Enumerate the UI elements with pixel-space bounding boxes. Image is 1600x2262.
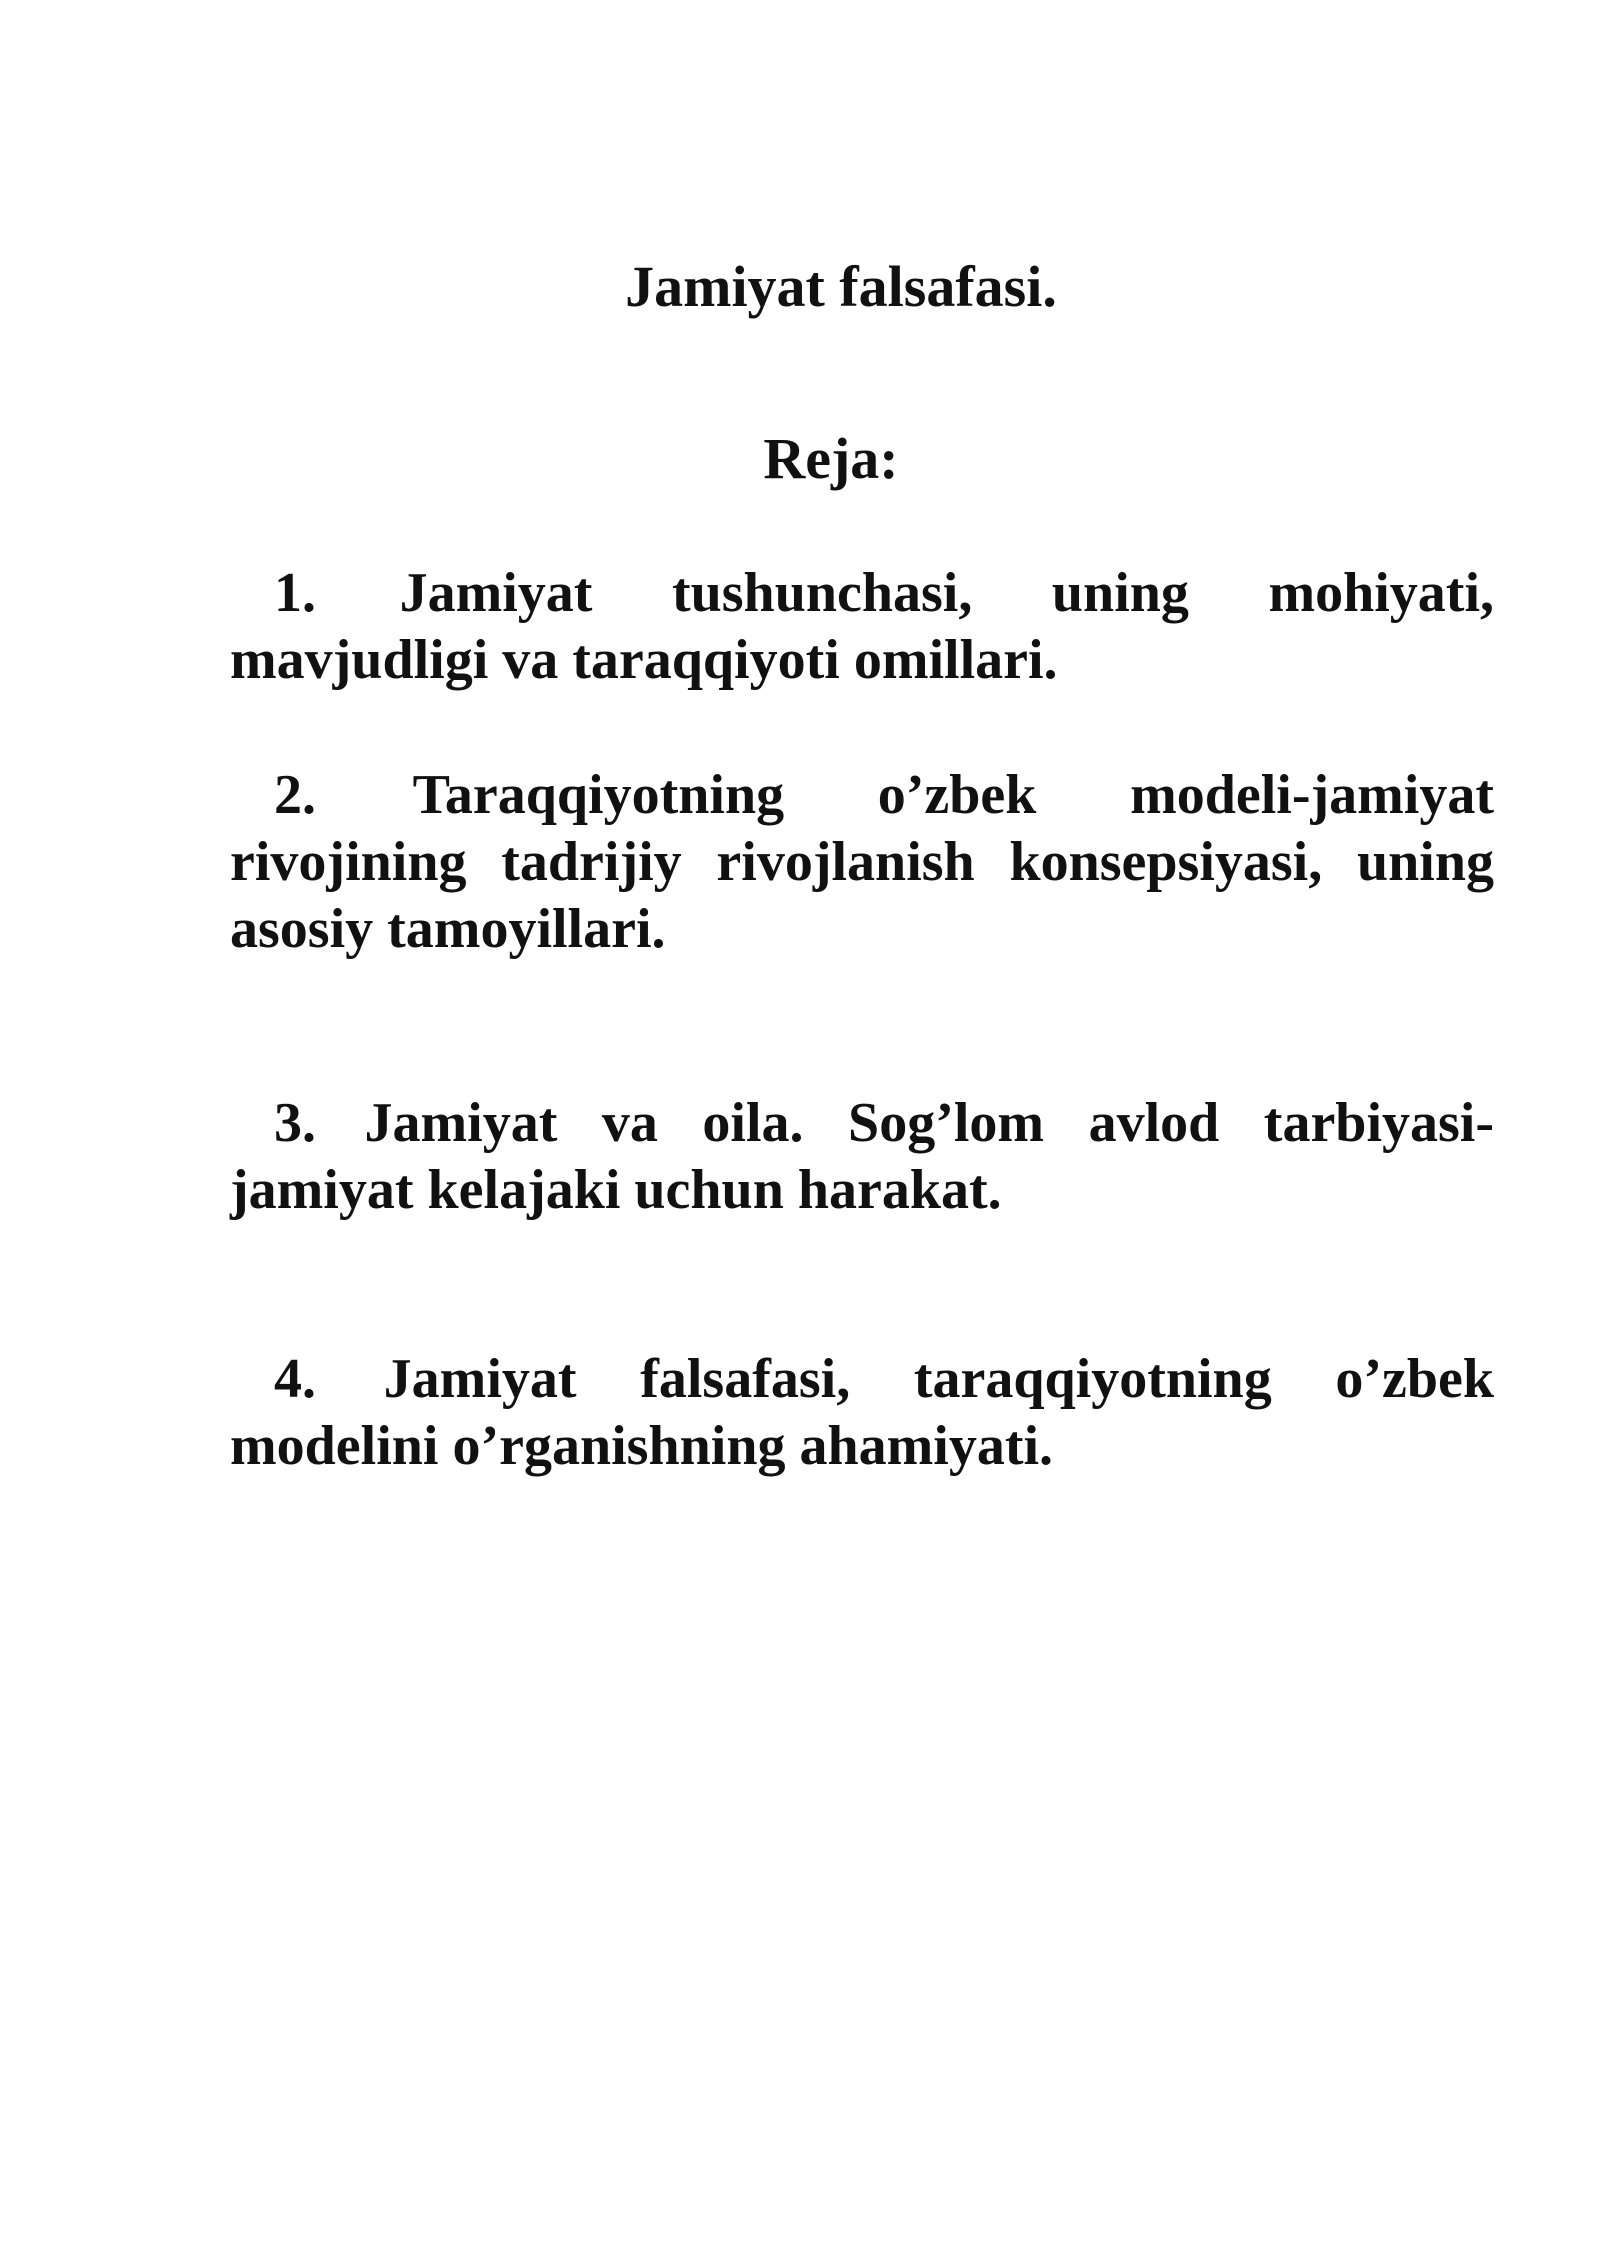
plan-item-number: 2. (274, 764, 316, 826)
plan-item-text: Jamiyat falsafasi, taraqqiyotning o’zbek modelini o’rganishning ahamiyati. (230, 1348, 1495, 1477)
plan-item-text: Jamiyat tushunchasi, uning mohiyati, mavjudligi va taraqqiyoti omillari. (230, 562, 1495, 691)
page-title: Jamiyat falsafasi. (625, 254, 1057, 319)
plan-item-number: 3. (274, 1092, 316, 1154)
plan-heading: Reja: (763, 426, 899, 491)
plan-item-text: Jamiyat va oila. Sog’lom avlod tarbiyasi-jamiyat kelajaki uchun harakat. (230, 1092, 1495, 1221)
plan-item-text: Taraqqiyotning o’zbek modeli-jamiyat rivojining tadrijiy rivojlanish konsepsiyasi, uning asosiy tamoyillari. (230, 764, 1494, 960)
plan-item-2 (230, 762, 1494, 963)
plan-item-number: 4. (274, 1348, 316, 1410)
plan-item-1 (230, 560, 1494, 694)
plan-item-4 (230, 1346, 1494, 1480)
plan-item-number: 1. (274, 562, 316, 624)
plan-item-3 (230, 1090, 1494, 1224)
